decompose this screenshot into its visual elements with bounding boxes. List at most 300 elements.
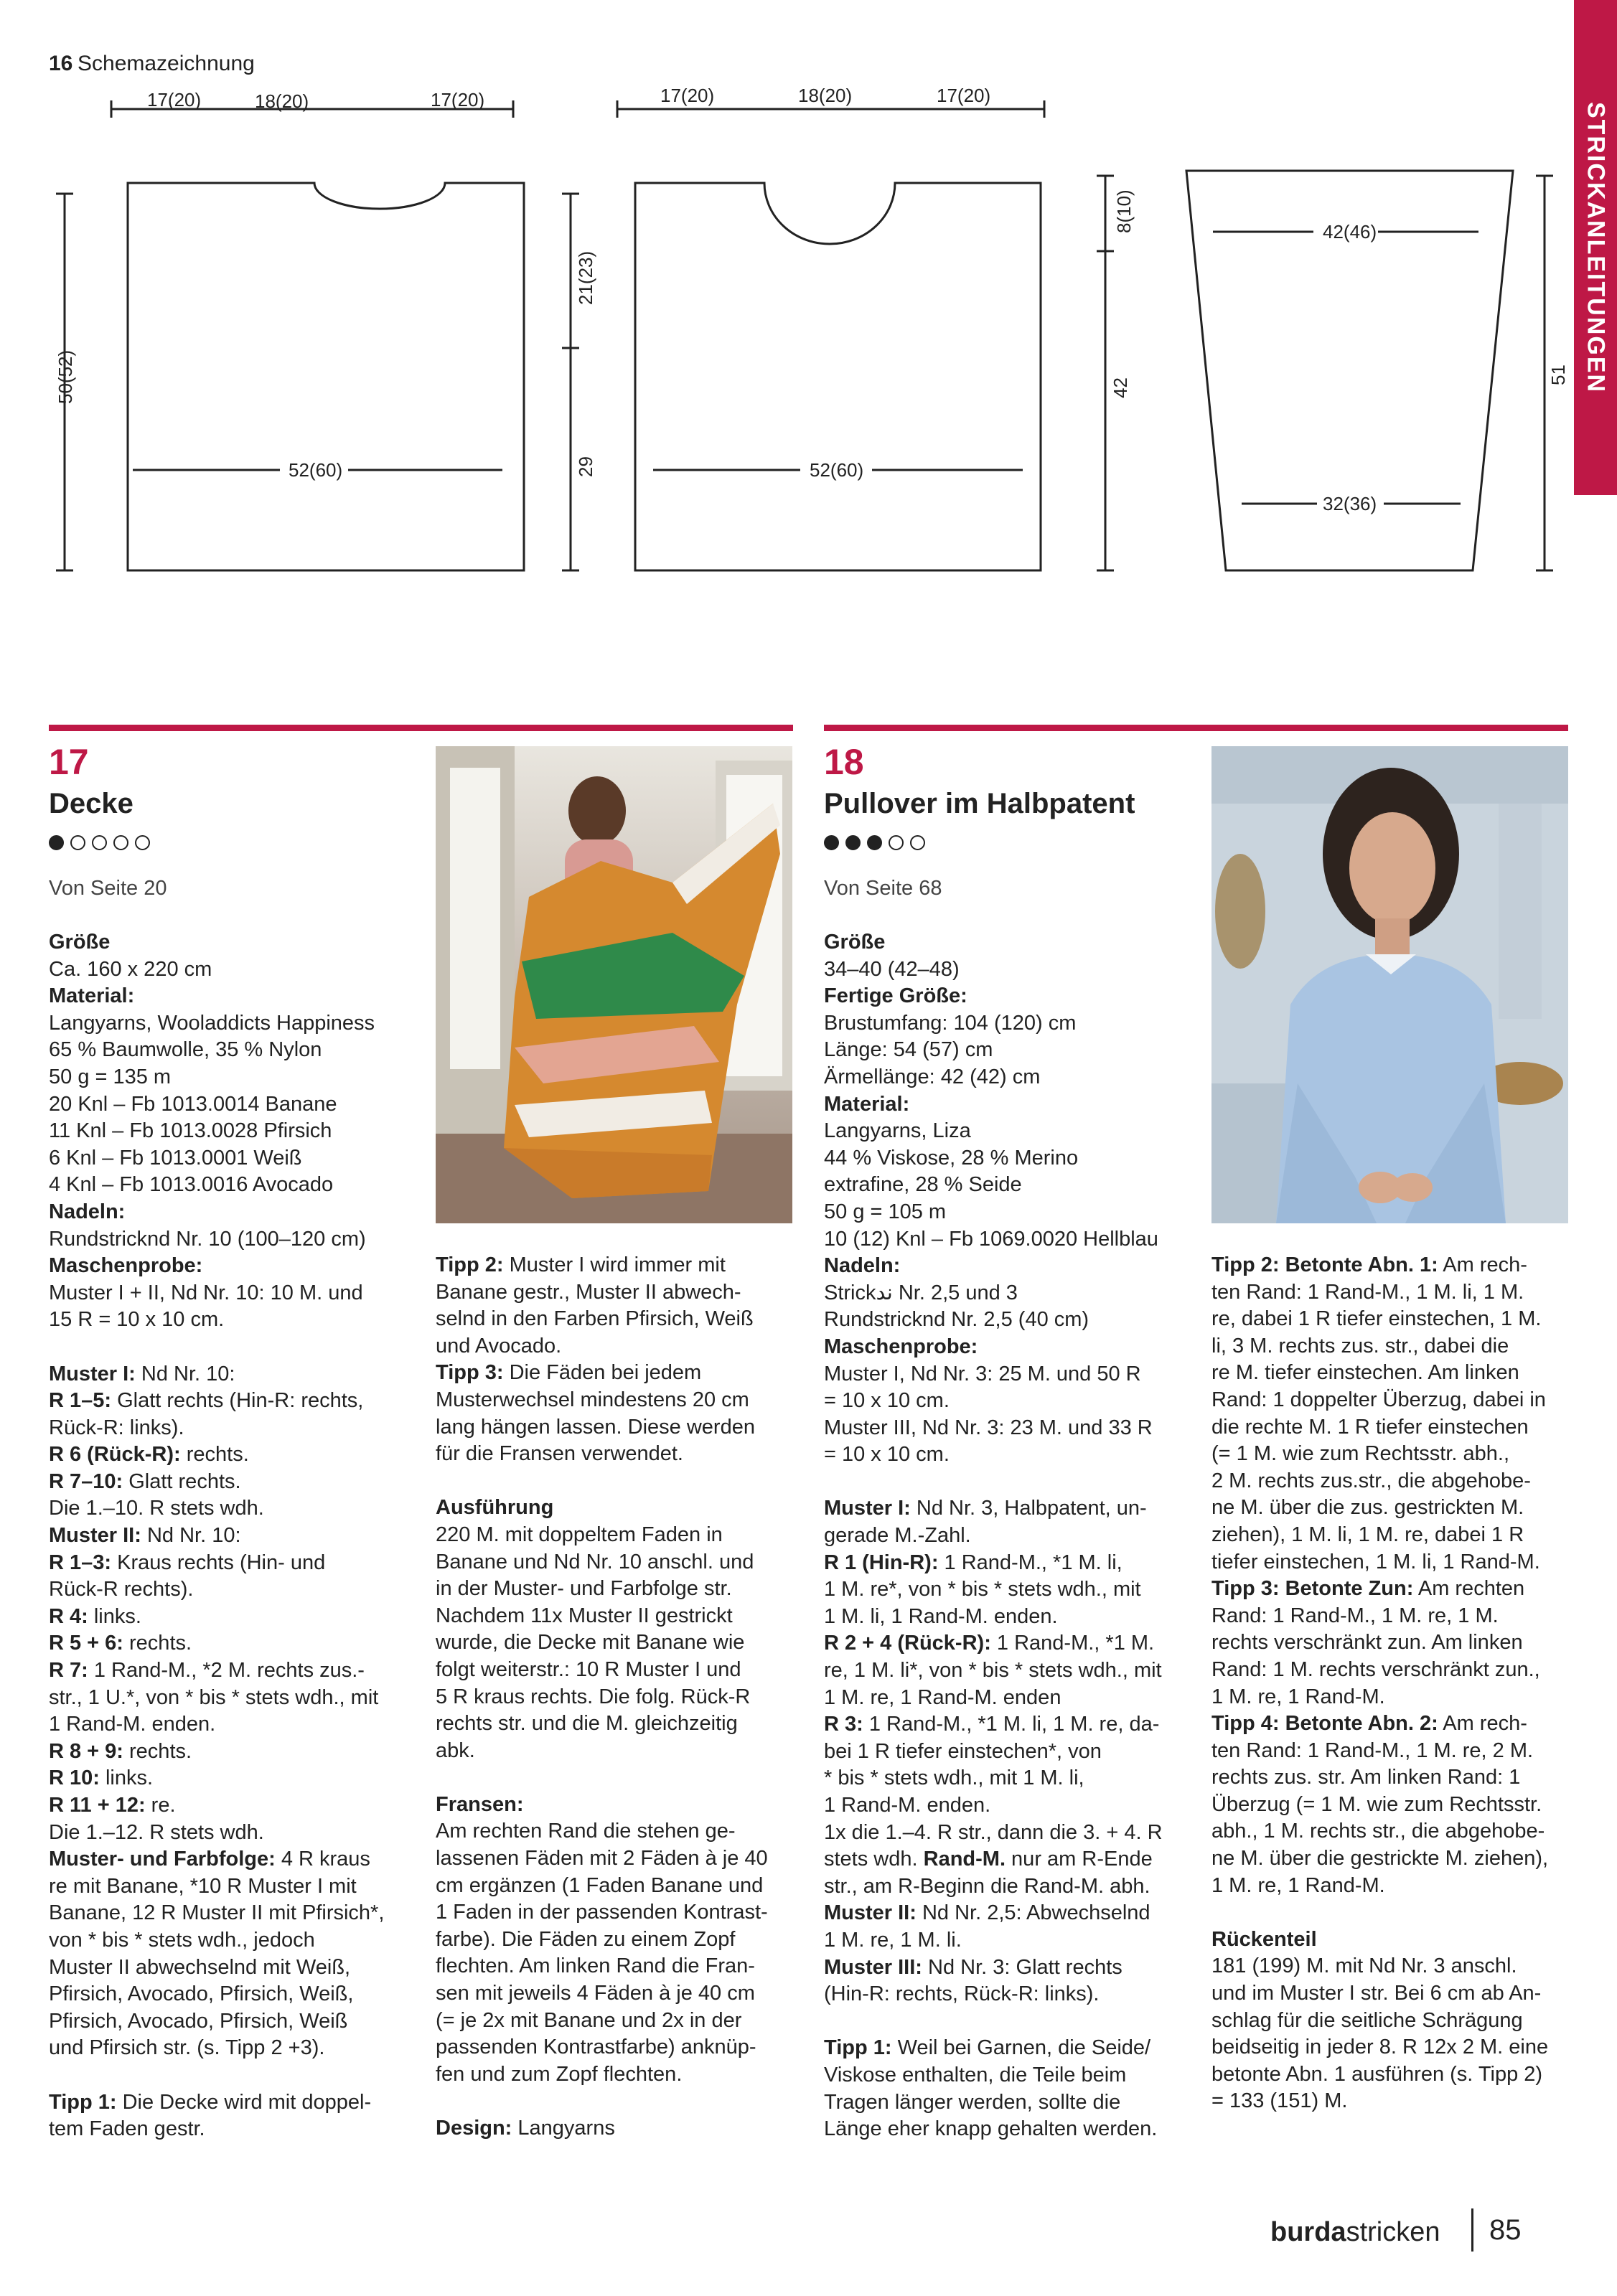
text-run: 181 (199) M. mit Nd Nr. 3 anschl. [1211,1954,1517,1978]
paragraph-gap [436,1468,795,1495]
text-line [436,1603,795,1630]
text-line [824,929,1197,956]
text-line [436,1657,795,1684]
text-line [49,1037,408,1064]
text-line [824,1172,1197,1199]
text-run: sen mit jeweils 4 Fäden à je 40 cm [436,1982,755,2005]
text-run: ten Rand: 1 Rand-M., 1 M. re, 2 M. [1211,1739,1534,1762]
text-run: Rück-R: links). [49,1416,184,1439]
dim-back-top-right: 17(20) [937,85,991,106]
text-run: 4 R kraus [275,1848,370,1871]
text-line [49,1792,408,1820]
text-line [824,2089,1197,2117]
text-run: ten Rand: 1 Rand-M., 1 M. li, 1 M. [1211,1280,1524,1304]
text-line [436,1333,795,1360]
text-line [824,1441,1197,1469]
difficulty-dot-empty [889,835,904,850]
paragraph-gap [1211,1899,1570,1926]
bold-label: Material: [824,1092,910,1116]
text-line [1211,1522,1570,1549]
text-line [49,1280,408,1307]
text-line [824,1711,1197,1739]
text-run: Rück-R rechts). [49,1578,194,1601]
section-18-number: 18 [824,742,864,782]
text-run: ne M. über die gestrickte M. ziehen), [1211,1847,1549,1871]
text-run: 2 M. rechts zus.str., die abgehobe- [1211,1469,1531,1492]
bold-label: R 3: [824,1713,863,1736]
text-line [824,1820,1197,1847]
text-run: rechts. [180,1443,249,1467]
bold-label: R 5 + 6: [49,1632,123,1655]
text-run: in der Muster- und Farbfolge str. [436,1577,732,1601]
bold-label: Tipp 1: [824,2036,892,2060]
difficulty-dot-filled [845,835,861,850]
text-line [824,2062,1197,2089]
dim-front-height: 50(52) [55,349,76,404]
text-line [49,1711,408,1739]
section-17-title: Decke [49,788,133,819]
difficulty-dot-empty [70,835,85,850]
bold-label: R 1–3: [49,1551,112,1574]
text-run: Musterwechsel mindestens 20 cm [436,1388,749,1411]
text-run: lang hängen lassen. Diese werden [436,1415,755,1439]
text-line [49,1145,408,1172]
text-line [824,1037,1197,1064]
text-run: die rechte M. 1 R tiefer einstechen [1211,1415,1529,1439]
text-run: 10 (12) Knl – Fb 1069.0020 Hellblau [824,1227,1158,1251]
dim-front-top-right: 17(20) [431,89,485,110]
text-run: Die 1.–10. R stets wdh. [49,1497,264,1520]
text-line [824,1388,1197,1415]
paragraph-gap [824,2008,1197,2036]
text-line [436,1549,795,1576]
text-run: Banane, 12 R Muster II mit Pfirsich*, [49,1901,385,1925]
text-run: rechts. [123,1739,192,1763]
text-line [436,1414,795,1441]
text-line [824,1253,1197,1280]
schematic-drawing [0,0,1617,682]
text-run: Am rech- [1438,1253,1527,1276]
text-line [824,1739,1197,1766]
text-line [49,1388,408,1415]
text-run: rechts str. und die M. gleichzeitig [436,1712,738,1736]
dim-back-lower: 29 [575,456,596,477]
text-line [824,1523,1197,1550]
text-run: 1 Rand-M. enden. [824,1794,991,1817]
bold-label: Tipp 4: Betonte Abn. 2: [1211,1712,1438,1736]
text-run: 1 Rand-M., *1 M. [990,1632,1155,1655]
text-run: 1 Rand-M. enden. [49,1713,216,1736]
text-line [436,1495,795,1522]
text-line [49,1576,408,1604]
text-line [824,1846,1197,1873]
text-line [49,1657,408,1685]
text-line [1211,1657,1570,1684]
text-line [436,1576,795,1603]
bold-label: Material: [49,984,135,1008]
text-line [436,1899,795,1926]
text-run: Nachdem 11x Muster II gestrickt [436,1604,733,1627]
text-run: Länge: 54 (57) cm [824,1038,993,1062]
text-line [49,956,408,984]
text-run: extrafine, 28 % Seide [824,1173,1022,1197]
text-line [49,1550,408,1577]
text-run: Länge eher knapp gehalten werden. [824,2117,1158,2141]
bold-label: Größe [824,931,886,954]
text-line [49,1307,408,1334]
paragraph-gap [436,1764,795,1792]
text-run: wurde, die Decke mit Banane wie [436,1631,745,1655]
text-line [49,1091,408,1119]
text-run: Am rech- [1438,1712,1527,1736]
bold-label: R 8 + 9: [49,1739,123,1763]
footer-divider [1471,2208,1473,2252]
text-run: re M. tiefer einstechen. Am linken [1211,1361,1519,1385]
text-line [436,1252,795,1279]
text-run: rechts zus. str. Am linken Rand: 1 [1211,1766,1521,1789]
text-run: Am rechten Rand die stehen ge- [436,1820,736,1843]
text-line [436,1738,795,1765]
text-line [49,1441,408,1469]
text-line [436,1845,795,1873]
text-line [1211,2008,1570,2035]
dim-front-width: 52(60) [289,459,343,481]
text-line [436,1711,795,1738]
text-run: fen und zum Zopf flechten. [436,2062,683,2086]
text-run: Nd Nr. 3: Glatt rechts [922,1955,1122,1979]
bold-label: Design: [436,2117,512,2140]
difficulty-dot-empty [910,835,925,850]
text-line [49,1846,408,1873]
text-line [436,1441,795,1468]
text-run: Langyarns, Wooladdicts Happiness [49,1011,375,1035]
blanket-photo [436,746,792,1223]
text-line [1211,1468,1570,1495]
text-line [824,2116,1197,2143]
text-run: Die 1.–12. R stets wdh. [49,1820,264,1844]
text-run: re. [145,1794,176,1817]
dim-back-width: 52(60) [810,459,864,481]
text-run: 15 R = 10 x 10 cm. [49,1308,225,1332]
section-17-column-2 [436,1252,795,2142]
bold-label: R 4: [49,1604,88,1628]
page-number: 85 [1489,2214,1522,2246]
bold-label: Rückenteil [1211,1927,1317,1951]
text-run: 65 % Baumwolle, 35 % Nylon [49,1038,322,1062]
text-line [436,1684,795,1711]
text-line [824,1361,1197,1388]
text-line [49,1604,408,1631]
text-line [49,1900,408,1927]
text-run: Die Decke wird mit doppel- [116,2090,372,2114]
text-run: flechten. Am linken Rand die Fran- [436,1954,755,1978]
text-run: folgt weiterstr.: 10 R Muster I und [436,1657,741,1681]
text-run: nur am R-Ende [1006,1848,1153,1871]
text-line [1211,1980,1570,2008]
text-line [49,1064,408,1091]
text-run: 6 Knl – Fb 1013.0001 Weiß [49,1146,302,1170]
text-run: (Hin-R: rechts, Rück-R: links). [824,1982,1100,2006]
text-run: Die Fäden bei jedem [503,1361,702,1385]
text-run: passenden Kontrastfarbe) anknüp- [436,2036,756,2059]
text-line [824,1010,1197,1038]
bold-label: Größe [49,931,111,954]
text-line [1211,1711,1570,1738]
text-line [824,1064,1197,1091]
text-run: Langyarns [512,2117,615,2140]
text-run: und im Muster I str. Bei 6 cm ab An- [1211,1982,1542,2005]
text-line [436,1522,795,1549]
text-run: Pfirsich, Avocado, Pfirsich, Weiß, [49,1982,354,2006]
text-run: links. [99,1766,154,1790]
text-line [49,983,408,1010]
difficulty-dot-empty [92,835,107,850]
text-run: Weil bei Garnen, die Seide/ [891,2036,1151,2060]
text-run: (= je 2x mit Banane und 2x in der [436,2008,742,2032]
bold-label: Maschenprobe: [49,1254,203,1278]
text-line [436,2008,795,2035]
text-run: Nd Nr. 3, Halbpatent, un- [910,1497,1147,1520]
text-line [1211,1333,1570,1360]
dim-sleeve-length: 42 [1110,377,1131,398]
text-line [49,1199,408,1226]
text-run: Muster III, Nd Nr. 3: 23 M. und 33 R [824,1416,1153,1439]
text-run: Muster I wird immer mit [503,1253,726,1276]
text-line [1211,1252,1570,1279]
bold-label: Tipp 1: [49,2090,117,2114]
text-line [49,1226,408,1253]
text-run: gerade M.-Zahl. [824,1524,971,1548]
dim-front-top-left: 17(20) [147,89,202,110]
text-line [49,1361,408,1388]
text-run: 50 g = 105 m [824,1200,947,1223]
text-run: str., am R-Beginn die Rand-M. abh. [824,1874,1150,1898]
text-run: stets wdh. [824,1848,924,1871]
dim-back-upper: 21(23) [575,250,596,305]
text-run: von * bis * stets wdh., jedoch [49,1928,315,1952]
text-line [824,1550,1197,1577]
text-line [49,1765,408,1792]
text-run: Muster I, Nd Nr. 3: 25 M. und 50 R [824,1362,1141,1385]
schema-number: 16 [49,52,73,75]
dim-back-top-mid: 18(20) [798,85,853,106]
text-line [436,1953,795,1980]
text-run: beidseitig in jeder 8. R 12x 2 M. eine [1211,2036,1549,2059]
text-run: farbe). Die Fäden zu einem Zopf [436,1927,736,1951]
text-run: 1 M. re, 1 Rand-M. enden [824,1685,1061,1709]
text-run: re, 1 M. li*, von * bis * stets wdh., mit [824,1659,1162,1683]
text-line [49,1685,408,1712]
text-line [824,1334,1197,1361]
text-line [49,1118,408,1145]
bold-label: R 7: [49,1659,88,1683]
paragraph-gap [49,1334,408,1361]
text-run: Am rechten [1413,1577,1525,1601]
text-line [436,1818,795,1845]
text-run: Ärmellänge: 42 (42) cm [824,1065,1041,1088]
difficulty-dot-filled [49,835,64,850]
text-run: Strickند Nr. 2,5 und 3 [824,1281,1018,1304]
bold-label: Muster III: [824,1955,922,1979]
text-run: und Avocado. [436,1334,562,1358]
bold-label: Maschenprobe: [824,1335,978,1358]
dim-sleeve-top: 42(46) [1323,221,1377,243]
paragraph-gap [824,1469,1197,1496]
text-run: 1 Rand-M., *2 M. rechts zus.- [88,1659,365,1683]
paragraph-gap [436,2088,795,2115]
dim-sleeve-bottom: 32(36) [1323,493,1377,514]
text-line [1211,1414,1570,1441]
text-run: ziehen), 1 M. li, 1 M. re, dabei 1 R [1211,1523,1524,1546]
bold-label: Rand-M. [923,1848,1006,1871]
text-run: 1 M. re, 1 Rand-M. [1211,1873,1385,1897]
section-18-rule [824,725,1568,731]
footer-brand [1270,2217,1440,2248]
text-run: Langyarns, Liza [824,1119,971,1143]
text-line [49,1873,408,1901]
text-run: Nd Nr. 10: [141,1524,241,1548]
text-run: abk. [436,1739,475,1762]
bold-label: Ausführung [436,1496,554,1520]
text-line [1211,2034,1570,2061]
text-run: Tragen länger werden, sollte die [824,2090,1121,2114]
front-piece-outline [128,183,524,570]
text-line [49,1253,408,1280]
text-line [824,1927,1197,1954]
text-line [1211,1576,1570,1603]
text-line [49,1820,408,1847]
text-line [436,1306,795,1333]
bold-label: Muster- und Farbfolge: [49,1848,276,1871]
bold-label: Tipp 3: [436,1361,504,1385]
text-line [1211,1684,1570,1711]
text-run: Nd Nr. 2,5: Abwechselnd [916,1901,1150,1925]
text-run: Rand: 1 doppelter Überzug, dabei in [1211,1388,1546,1411]
text-run: betonte Abn. 1 ausführen (s. Tipp 2) [1211,2062,1543,2086]
text-run: Banane gestr., Muster II abwech- [436,1280,741,1304]
difficulty-dot-empty [135,835,150,850]
difficulty-dot-filled [867,835,882,850]
dim-sleeve-total: 51 [1547,364,1569,385]
text-line [1211,1845,1570,1873]
footer-brand-bold: burda [1270,2217,1346,2247]
bold-label: Nadeln: [49,1200,126,1223]
text-line [49,1954,408,1982]
text-run: = 10 x 10 cm. [824,1443,950,1467]
text-run: ne M. über die zus. gestrickten M. [1211,1496,1524,1520]
section-17-column-1 [49,929,408,2143]
text-line [824,1280,1197,1307]
text-line [824,1576,1197,1604]
text-run: 34–40 (42–48) [824,957,960,981]
text-line [1211,1738,1570,1765]
text-line [436,1926,795,1954]
text-run: * bis * stets wdh., mit 1 M. li, [824,1766,1084,1790]
bold-label: Tipp 2: [436,1253,504,1276]
text-line [824,1307,1197,1334]
text-run: lassenen Fäden mit 2 Fäden à je 40 [436,1847,768,1871]
side-tab-label: STRICKANLEITUNGEN [1582,101,1610,394]
text-run: Ca. 160 x 220 cm [49,957,212,981]
section-17-rule [49,725,793,731]
text-line [436,2061,795,2089]
text-line [824,1765,1197,1792]
text-run: Muster I + II, Nd Nr. 10: 10 M. und [49,1281,363,1304]
pullover-photo [1211,746,1568,1223]
text-run: Rand: 1 Rand-M., 1 M. re, 1 M. [1211,1604,1499,1627]
text-run: bei 1 R tiefer einstechen*, von [824,1739,1102,1763]
text-run: 1 Faden in der passenden Kontrast- [436,1901,768,1924]
text-run: 1 M. re, 1 M. li. [824,1928,962,1952]
text-line [1211,1549,1570,1576]
text-run: Brustumfang: 104 (120) cm [824,1011,1077,1035]
section-17-number: 17 [49,742,89,782]
bold-label: R 10: [49,1766,100,1790]
text-line [436,1792,795,1819]
text-line [49,1630,408,1657]
text-line [49,1172,408,1199]
text-run: 1x die 1.–4. R str., dann die 3. + 4. R [824,1820,1163,1844]
text-run: 1 Rand-M., *1 M. li, [938,1551,1122,1574]
bold-label: R 7–10: [49,1469,123,1493]
text-line [436,1279,795,1307]
text-line [49,1010,408,1038]
bold-label: R 11 + 12: [49,1794,146,1817]
text-line [1211,1495,1570,1522]
text-line [824,1145,1197,1172]
text-line [1211,1306,1570,1333]
text-line [824,1685,1197,1712]
text-line [824,1226,1197,1253]
text-run: li, 3 M. rechts zus. str., dabei die [1211,1334,1509,1358]
text-line [824,983,1197,1010]
text-line [824,1900,1197,1927]
text-line [1211,1603,1570,1630]
text-line [1211,1764,1570,1792]
text-run: 11 Knl – Fb 1013.0028 Pfirsich [49,1119,332,1143]
text-run: 220 M. mit doppeltem Faden in [436,1523,723,1546]
text-line [49,1415,408,1442]
text-line [824,956,1197,984]
text-line [824,1657,1197,1685]
text-run: Pfirsich, Avocado, Pfirsich, Weiß [49,2009,348,2033]
section-18-difficulty [824,835,925,850]
text-line [824,1495,1197,1523]
text-run: Rundstricknd Nr. 10 (100–120 cm) [49,1227,366,1251]
section-17-difficulty [49,835,150,850]
text-run: Banane und Nd Nr. 10 anschl. und [436,1550,754,1573]
text-line [1211,1818,1570,1845]
text-line [824,1604,1197,1631]
bold-label: Fransen: [436,1792,524,1816]
footer-brand-rest: stricken [1346,2217,1440,2247]
text-run: rechts verschränkt zun. Am linken [1211,1631,1523,1655]
text-line [1211,2061,1570,2089]
text-run: Nd Nr. 10: [135,1362,235,1385]
text-run: für die Fransen verwendet. [436,1442,683,1466]
text-run: schlag für die seitliche Schrägung [1211,2008,1523,2032]
text-run: 1 M. li, 1 Rand-M. enden. [824,1604,1058,1628]
text-run: links. [88,1604,141,1628]
text-run: (= 1 M. wie zum Rechtsstr. abh., [1211,1442,1510,1466]
bold-label: R 1–5: [49,1389,112,1413]
text-line [1211,1953,1570,1980]
text-line [49,2116,408,2143]
bold-label: Muster I: [824,1497,911,1520]
text-line [1211,1387,1570,1414]
text-line [436,1980,795,2008]
dim-back-top-left: 17(20) [660,85,715,106]
